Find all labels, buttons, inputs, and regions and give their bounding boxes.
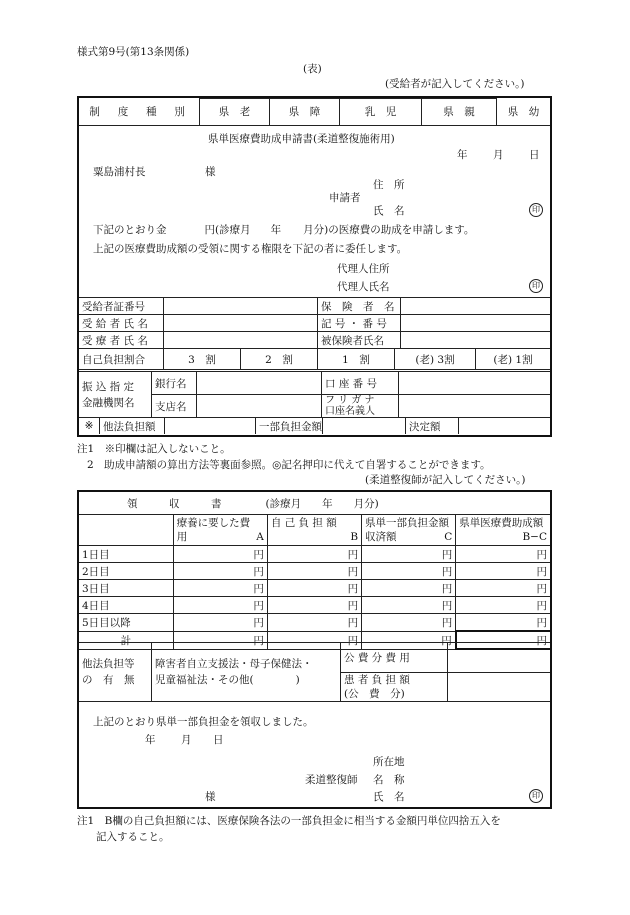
table-row — [79, 597, 550, 614]
public-cost-label: 公 費 分 費 用 — [341, 643, 448, 673]
day-2-label: 2日目 — [79, 563, 173, 580]
judo-therapist-label: 柔道整復師 — [305, 774, 358, 786]
day-3-b[interactable]: 円 — [267, 580, 361, 597]
receipt-sama: 様 — [205, 791, 216, 803]
patient-burden-line1: 患 者 負 担 額 — [344, 673, 410, 686]
other-burden-label — [79, 643, 152, 702]
burden-1[interactable]: 1 割 — [318, 349, 395, 370]
burden-2[interactable]: 2 割 — [241, 349, 318, 370]
day-2-d[interactable]: 円 — [456, 563, 550, 580]
receipt-month-label: 月 — [181, 734, 192, 746]
date-month: 月 — [493, 149, 504, 161]
header-blank — [79, 515, 173, 546]
day-2-a[interactable]: 円 — [173, 563, 267, 580]
day-3-d[interactable]: 円 — [456, 580, 550, 597]
total-b[interactable]: 円 — [267, 631, 361, 649]
patient-burden-label — [341, 672, 448, 702]
account-no-field[interactable] — [399, 372, 551, 395]
application-title: 県単医療費助成申請書(柔道整復施術用) — [208, 133, 395, 145]
col-c-line2: 収済額 — [365, 531, 397, 543]
day-4-a[interactable]: 円 — [173, 597, 267, 614]
receipt-table — [79, 492, 550, 650]
addressee: 粟島浦村長 — [93, 166, 146, 178]
category-table — [79, 98, 550, 126]
category-ken-shin[interactable]: 県 親 — [422, 99, 497, 126]
received-statement: 上記のとおり県単一部負担金を領収しました。 — [93, 716, 314, 728]
other-burden-line2: の 有 無 — [82, 674, 135, 686]
day-3-label: 3日目 — [79, 580, 173, 597]
receipt-form — [77, 490, 552, 809]
col-d-line1: 県単医療費助成額 — [459, 517, 544, 529]
partial-label: 一部負担金額 — [256, 418, 323, 435]
day-4-d[interactable]: 円 — [456, 597, 550, 614]
category-ken-yo[interactable]: 県 幼 — [497, 99, 551, 126]
addressee-sama: 様 — [205, 166, 216, 178]
holder-label: 口座名義人 — [325, 406, 375, 417]
day-5-d[interactable]: 円 — [456, 614, 550, 632]
laws-line2: 児童福祉法・その他( ) — [155, 674, 300, 686]
insurer-label: 保 険 者 名 — [318, 298, 401, 315]
bank-designation — [79, 372, 152, 418]
insured-name-label: 被保険者氏名 — [318, 332, 401, 349]
day-5-c[interactable]: 円 — [362, 614, 456, 632]
other-burden-table — [79, 642, 550, 702]
date-day: 日 — [529, 149, 540, 161]
other-burden-line1: 他法負担等 — [82, 658, 135, 670]
account-no-label: 口 座 番 号 — [322, 372, 399, 395]
request-line — [93, 222, 474, 237]
agent-address-label: 代理人住所 — [337, 263, 390, 275]
col-a-line1: 療養に要した費 — [176, 517, 251, 529]
note-2: 2 助成申請額の算出方法等裏面参照。◎記名押印に代えて自署することができます。 — [87, 459, 491, 471]
furigana-label: フ リ ガ ナ — [325, 395, 375, 406]
symbol-no-label: 記 号 ・ 番 号 — [318, 315, 401, 332]
receipt-month: (診療月 年 月分) — [265, 497, 379, 510]
other-law-label: 他法負担額 — [100, 418, 165, 435]
day-4-b[interactable]: 円 — [267, 597, 361, 614]
request-month-prefix: 円(診療月 — [204, 224, 251, 236]
note-1: 注1 ※印欄は記入しないこと。 — [77, 443, 231, 455]
seal-icon: 印 — [529, 279, 543, 293]
table-row — [79, 580, 550, 597]
col-c-line1: 県単一部負担金額 — [365, 517, 450, 529]
bank-designation-line1: 振 込 指 定 — [82, 380, 135, 393]
day-1-d[interactable]: 円 — [456, 546, 550, 563]
applicant-address-label: 住 所 — [373, 179, 405, 191]
category-label: 制 度 種 別 — [79, 99, 200, 126]
recipient-name-field[interactable] — [164, 315, 318, 332]
day-4-label: 4日目 — [79, 597, 173, 614]
settlement-table — [79, 417, 550, 434]
col-b-tag: B — [350, 531, 359, 543]
holder-field[interactable] — [399, 395, 551, 418]
date-year: 年 — [457, 149, 468, 161]
branch-label: 支店名 — [152, 395, 197, 418]
category-ken-sho[interactable]: 県 障 — [270, 99, 340, 126]
bank-name-label: 銀行名 — [152, 372, 197, 395]
receipt-day: 日 — [213, 734, 224, 746]
judo-note: (柔道整復師が記入してください。) — [365, 474, 526, 486]
decided-label: 決定額 — [406, 418, 459, 435]
day-1-b[interactable]: 円 — [267, 546, 361, 563]
request-amount-prefix: 下記のとおり金 — [93, 224, 167, 236]
seal-icon: 印 — [529, 203, 543, 217]
col-a-line2: 用 — [176, 531, 188, 543]
table-row — [79, 563, 550, 580]
bank-name-field[interactable] — [197, 372, 322, 395]
burden-old-3[interactable]: (老) 3割 — [395, 349, 476, 370]
request-year: 年 — [270, 224, 282, 236]
partial-field[interactable] — [323, 418, 406, 435]
cert-no-field[interactable] — [164, 298, 318, 315]
day-5-a[interactable]: 円 — [173, 614, 267, 632]
symbol-no-field[interactable] — [401, 315, 551, 332]
branch-field[interactable] — [197, 395, 322, 418]
col-d-tag: B−C — [522, 531, 547, 543]
day-4-c[interactable]: 円 — [362, 597, 456, 614]
col-c-tag: C — [444, 531, 453, 543]
patient-name-label: 受 療 者 氏 名 — [79, 332, 164, 349]
total-a[interactable]: 円 — [173, 631, 267, 649]
table-row — [79, 614, 550, 632]
decided-field[interactable] — [459, 418, 551, 435]
form-side: (表) — [303, 63, 322, 75]
receipt-year: 年 — [145, 734, 156, 746]
applicant-name-label: 氏 名 — [373, 205, 405, 217]
org-name-label: 名 称 — [373, 774, 405, 786]
delegation-line: 上記の医療費助成額の受領に関する権限を下記の者に委任します。 — [93, 243, 408, 255]
day-1-a[interactable]: 円 — [173, 546, 267, 563]
request-suffix: 月分)の医療費の助成を申請します。 — [303, 224, 475, 236]
account-holder — [322, 395, 399, 418]
insurer-field[interactable] — [401, 298, 551, 315]
footer-note-1: 注1 B欄の自己負担額には、医療保険各法の一部負担金に相当する金額円単位四捨五入を — [77, 815, 501, 827]
agent-name-label: 代理人氏名 — [337, 281, 390, 293]
burden-old-1[interactable]: (老) 1割 — [476, 349, 551, 370]
burden-table — [79, 348, 550, 370]
table-row — [79, 546, 550, 563]
location-label: 所在地 — [373, 756, 405, 768]
total-label: 計 — [79, 631, 173, 649]
day-1-label: 1日目 — [79, 546, 173, 563]
receipt-seal — [529, 789, 543, 803]
col-b-header — [267, 515, 361, 546]
insured-name-field[interactable] — [401, 332, 551, 349]
other-law-field[interactable] — [165, 418, 256, 435]
recipient-info-table — [79, 297, 550, 349]
col-d-header — [456, 515, 550, 546]
day-3-a[interactable]: 円 — [173, 580, 267, 597]
patient-name-field[interactable] — [164, 332, 318, 349]
patient-burden-line2: (公 費 分) — [344, 687, 405, 700]
burden-label: 自己負担割合 — [79, 349, 164, 370]
receipt-title: 領 収 書 — [127, 497, 222, 510]
laws-line1: 障害者自立支援法・母子保健法・ — [155, 658, 313, 670]
day-5-label: 5日目以降 — [79, 614, 173, 632]
burden-3[interactable]: 3 割 — [164, 349, 241, 370]
day-2-b[interactable]: 円 — [267, 563, 361, 580]
col-b-line1: 自 己 負 担 額 — [270, 517, 337, 529]
col-a-tag: A — [256, 531, 264, 543]
applicant-label: 申請者 — [329, 192, 361, 204]
day-3-c[interactable]: 円 — [362, 580, 456, 597]
total-d[interactable]: 円 — [456, 631, 550, 649]
bank-table — [79, 371, 550, 418]
day-5-b[interactable]: 円 — [267, 614, 361, 632]
total-c[interactable]: 円 — [362, 631, 456, 649]
form-number: 様式第9号(第13条関係) — [77, 46, 190, 58]
category-ken-ro[interactable]: 県 老 — [200, 99, 270, 126]
day-2-c[interactable]: 円 — [362, 563, 456, 580]
col-c-header — [362, 515, 456, 546]
application-form — [77, 96, 552, 437]
office-use-mark: ※ — [79, 418, 100, 435]
category-nyuji[interactable]: 乳 児 — [340, 99, 422, 126]
agent-seal — [529, 279, 543, 293]
recipient-name-label: 受 給 者 氏 名 — [79, 315, 164, 332]
cert-no-label: 受給者証番号 — [79, 298, 164, 315]
public-cost-field[interactable] — [448, 643, 551, 673]
laws-cell[interactable] — [152, 643, 341, 702]
person-name-label: 氏 名 — [373, 791, 405, 803]
col-a-header — [173, 515, 267, 546]
bank-designation-line2: 金融機関名 — [82, 396, 135, 409]
footer-note-2: 記入すること。 — [96, 831, 170, 843]
recipient-note: (受給者が記入してください。) — [385, 78, 525, 90]
patient-burden-field[interactable] — [448, 672, 551, 702]
seal-icon: 印 — [529, 789, 543, 803]
applicant-seal — [529, 203, 543, 217]
day-1-c[interactable]: 円 — [362, 546, 456, 563]
receipt-heading — [79, 492, 550, 515]
